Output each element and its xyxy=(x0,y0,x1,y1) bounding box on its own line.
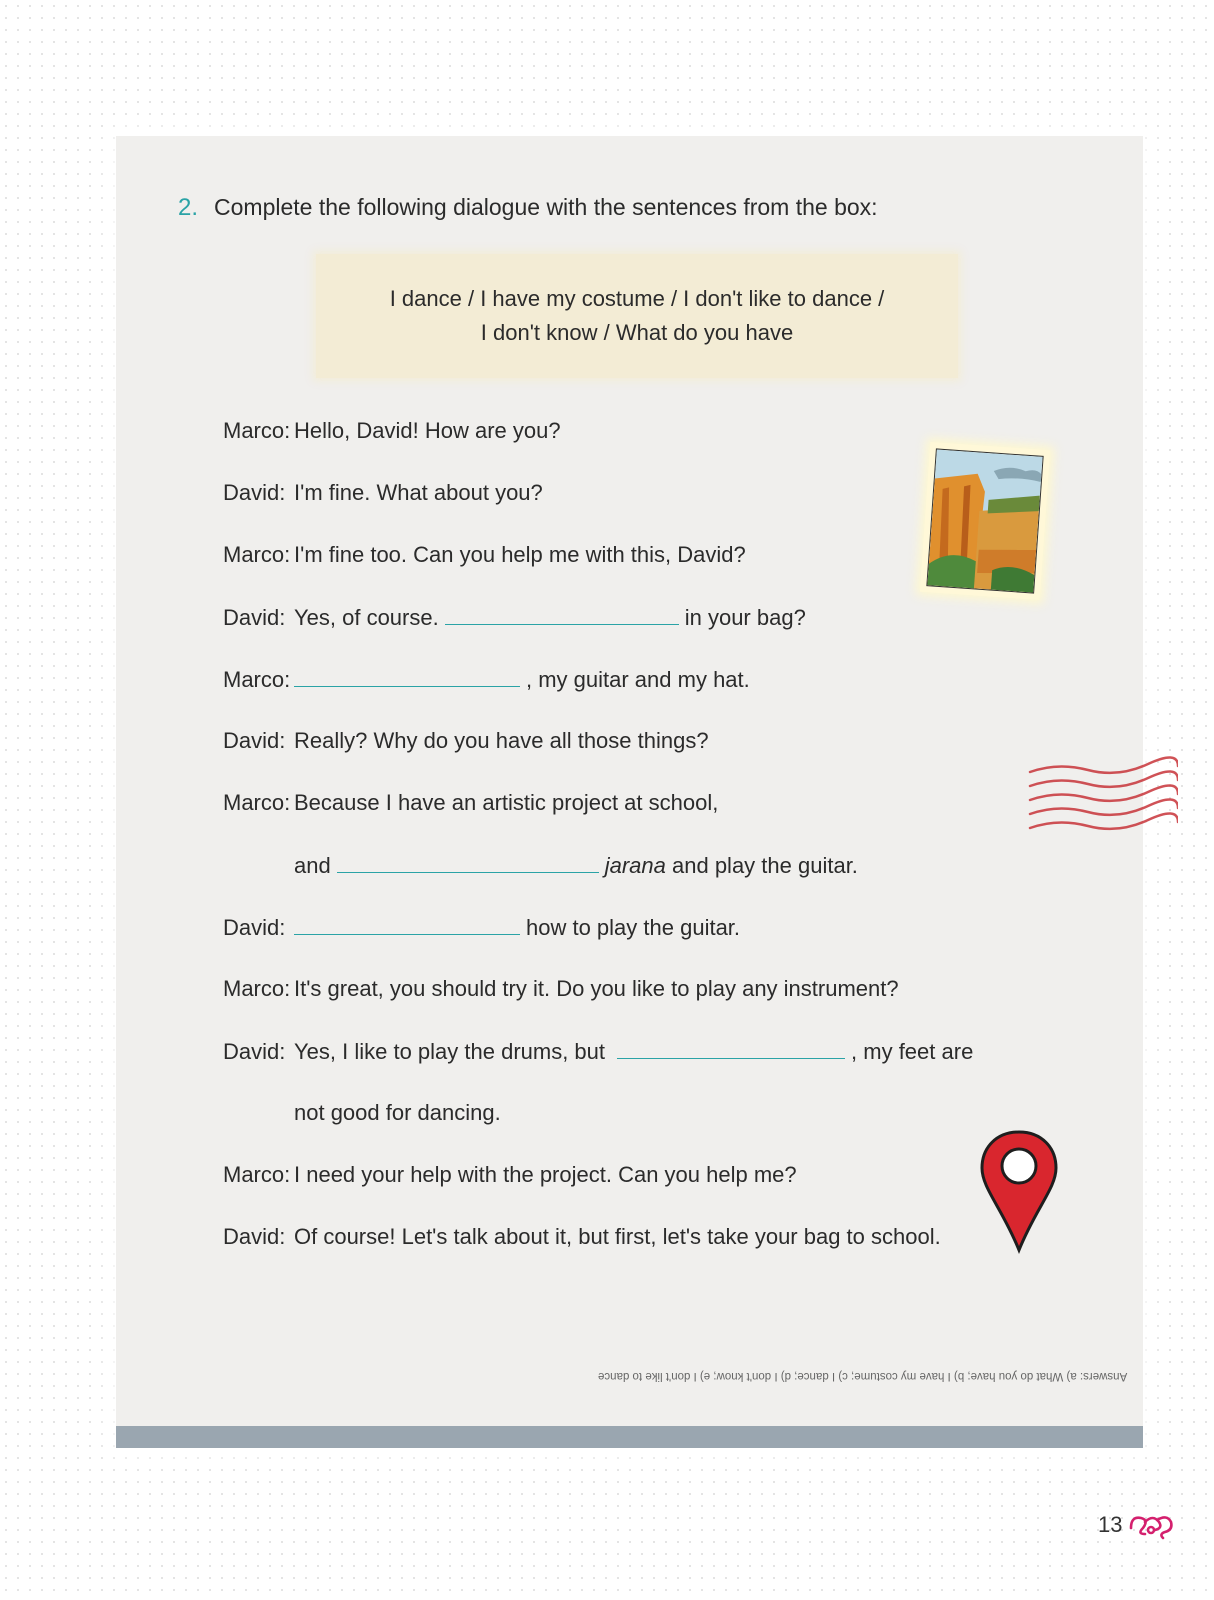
line-text: Really? Why do you have all those things? xyxy=(294,728,709,753)
word-box-line-2: I don't know / What do you have xyxy=(480,320,794,345)
dialogue-line-14 xyxy=(223,1224,941,1250)
line-text: Because I have an artistic project at school, xyxy=(294,790,719,815)
speaker-label: Marco: xyxy=(223,667,291,692)
dialogue-line-9 xyxy=(223,914,740,941)
speaker-label: David: xyxy=(223,1224,286,1249)
word-box-line-1: I dance / I have my costume / I don't like to dance / xyxy=(389,286,885,311)
line-text-after: and play the guitar. xyxy=(672,853,858,878)
card-footer-bar xyxy=(116,1426,1143,1448)
line-text: I need your help with the project. Can you help me? xyxy=(294,1162,797,1187)
line-text-italic: jarana xyxy=(604,853,666,878)
dialogue-line-3 xyxy=(223,542,746,568)
word-box xyxy=(316,254,958,378)
line-text-after: , my feet are xyxy=(851,1039,974,1064)
answer-blank-c[interactable] xyxy=(337,852,599,873)
line-text: I'm fine too. Can you help me with this, David? xyxy=(294,542,746,567)
location-pin-icon xyxy=(978,1128,1060,1254)
dialogue-line-13 xyxy=(223,1162,797,1188)
dialogue-line-4 xyxy=(223,604,806,631)
answer-key: Answers: a) What do you have; b) I have my costume; c) I dance; d) I don't know; e) I don't like to dance xyxy=(598,1370,1128,1382)
exercise-instruction: Complete the following dialogue with the sentences from the box: xyxy=(214,194,878,220)
dialogue-line-11 xyxy=(223,1038,973,1065)
speaker-label: David: xyxy=(223,480,286,505)
exercise-number: 2. xyxy=(178,194,199,221)
line-text: Hello, David! How are you? xyxy=(294,418,561,443)
page-number: 13 xyxy=(1098,1512,1123,1537)
line-text-after: , my guitar and my hat. xyxy=(526,667,750,692)
speaker-label: Marco: xyxy=(223,790,291,815)
line-text-after: how to play the guitar. xyxy=(526,915,741,940)
line-text: I'm fine. What about you? xyxy=(294,480,543,505)
exercise-heading xyxy=(178,194,878,222)
line-text-after: in your bag? xyxy=(684,605,806,630)
answer-blank-e[interactable] xyxy=(617,1038,845,1059)
speaker-label: Marco: xyxy=(223,976,291,1001)
speaker-label: Marco: xyxy=(223,542,291,567)
dialogue-line-7 xyxy=(223,790,718,816)
speaker-label: David: xyxy=(223,605,286,630)
dialogue-line-1 xyxy=(223,418,561,444)
line-text-before: and xyxy=(294,853,331,878)
line-text: not good for dancing. xyxy=(294,1100,501,1125)
speaker-label: Marco: xyxy=(223,418,291,443)
line-text-before: Yes, of course. xyxy=(294,605,439,630)
speaker-label: David: xyxy=(223,1039,286,1064)
answer-blank-a[interactable] xyxy=(445,604,679,625)
dialogue-line-12 xyxy=(294,1100,501,1126)
postmark-waves-icon xyxy=(1028,752,1178,842)
speaker-label: David: xyxy=(223,915,286,940)
dialogue-line-5 xyxy=(223,666,750,693)
answer-blank-d[interactable] xyxy=(294,914,520,935)
speaker-label: David: xyxy=(223,728,286,753)
answer-blank-b[interactable] xyxy=(294,666,520,687)
line-text: Of course! Let's talk about it, but first, let's take your bag to school. xyxy=(294,1224,941,1249)
canyon-postcard-icon xyxy=(920,442,1050,600)
publisher-logo-icon xyxy=(1127,1508,1175,1542)
dialogue-line-2 xyxy=(223,480,543,506)
dialogue-line-6 xyxy=(223,728,709,754)
line-text-before: Yes, I like to play the drums, but xyxy=(294,1039,606,1064)
speaker-label: Marco: xyxy=(223,1162,291,1187)
dialogue-line-8 xyxy=(294,852,858,879)
dialogue-line-10 xyxy=(223,976,899,1002)
line-text: It's great, you should try it. Do you like to play any instrument? xyxy=(294,976,899,1001)
